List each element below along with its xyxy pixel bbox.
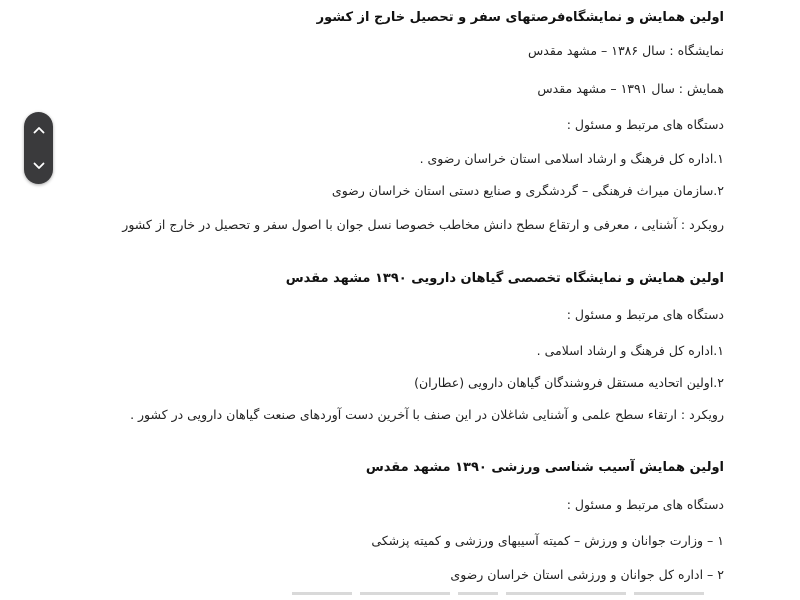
chevron-down-icon xyxy=(33,162,45,170)
text-line: رویکرد : ارتقاء سطح علمی و آشنایی شاغلان در این صنف با آخرین دست آوردهای صنعت گیاهان دارویی در کشور . xyxy=(130,407,724,422)
text-line: دستگاه های مرتبط و مسئول : xyxy=(566,307,724,322)
text-line: ۱.اداره کل فرهنگ و ارشاد اسلامی . xyxy=(536,343,724,358)
page-nav-control xyxy=(24,112,53,184)
section-heading: اولین همایش آسیب شناسی ورزشی ۱۳۹۰ مشهد مقدس xyxy=(365,460,724,475)
text-line: ۱.اداره کل فرهنگ و ارشاد اسلامی استان خراسان رضوی . xyxy=(419,151,724,166)
cut-off-line xyxy=(284,592,724,600)
text-line: ۱ – وزارت جوانان و ورزش – کمیته آسیبهای ورزشی و کمیته پزشکی xyxy=(371,533,724,548)
chevron-up-icon xyxy=(33,126,45,134)
text-line: ۲.اولین اتحادیه مستقل فروشندگان گیاهان دارویی (عطاران) xyxy=(414,375,724,390)
text-line: دستگاه های مرتبط و مسئول : xyxy=(566,117,724,132)
text-line: ۲ – اداره کل جوانان و ورزشی استان خراسان رضوی xyxy=(450,567,724,582)
text-line: نمایشگاه : سال ۱۳۸۶ – مشهد مقدس xyxy=(528,43,724,58)
text-line: دستگاه های مرتبط و مسئول : xyxy=(566,497,724,512)
section-heading: اولین همایش و نمایشگاه‌فرصتهای سفر و تحصیل خارج از کشور xyxy=(316,10,724,25)
scroll-down-button[interactable] xyxy=(24,148,53,184)
text-line: ۲.سازمان میراث فرهنگی – گردشگری و صنایع دستی استان خراسان رضوی xyxy=(331,183,724,198)
section-heading: اولین همایش و نمایشگاه تخصصی گیاهان دارویی ۱۳۹۰ مشهد مقدس xyxy=(285,271,724,286)
text-line: رویکرد : آشنایی ، معرفی و ارتقاع سطح دانش مخاطب خصوصا نسل جوان با اصول سفر و تحصیل در خارج از کشور xyxy=(122,217,724,232)
text-line: همایش : سال ۱۳۹۱ – مشهد مقدس xyxy=(537,81,724,96)
scroll-up-button[interactable] xyxy=(24,112,53,148)
